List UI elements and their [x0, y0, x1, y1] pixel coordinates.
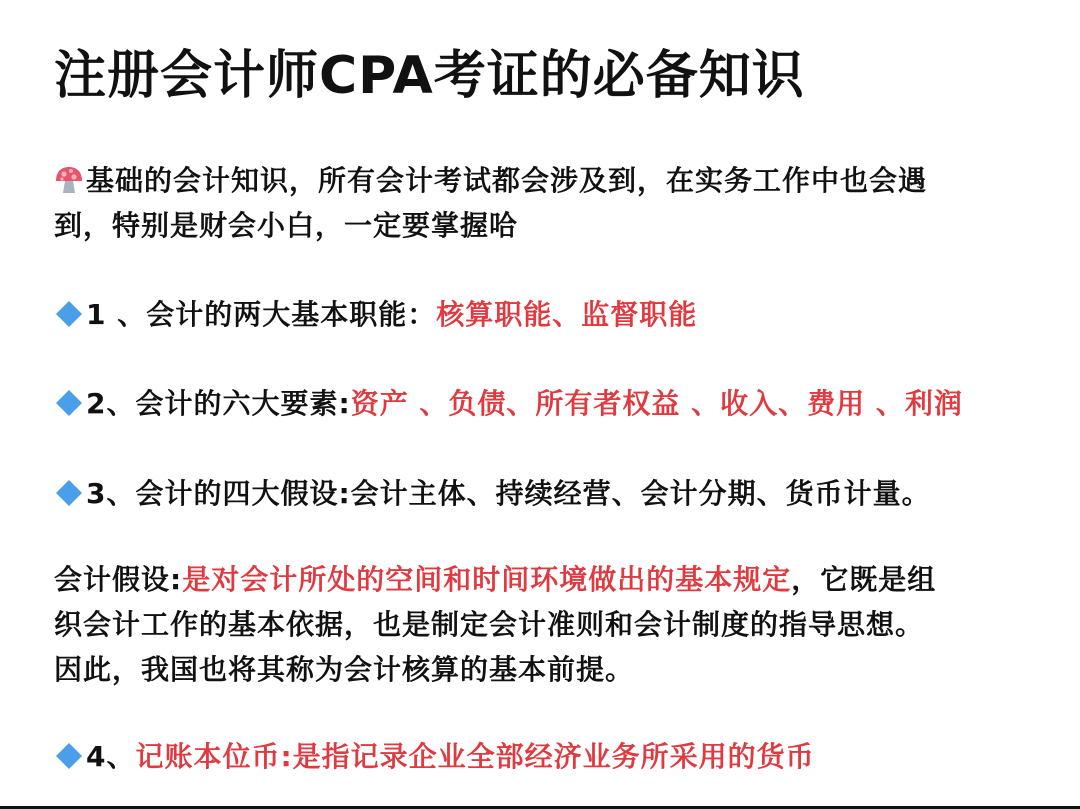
- intro-line-1: [54, 158, 927, 203]
- item-3: [54, 471, 931, 516]
- item-1-highlight: 核算职能、监督职能: [436, 298, 698, 331]
- item-1: [54, 292, 697, 337]
- assumption-line-1-rest: ，它既是组: [791, 563, 937, 596]
- intro-paragraph: [54, 158, 927, 248]
- diamond-icon: [54, 388, 84, 418]
- assumption-highlight: 是对会计所处的空间和时间环境做出的基本规定: [182, 563, 792, 596]
- diamond-icon: [54, 299, 84, 329]
- diamond-icon: [54, 478, 84, 508]
- item-4-label: 4、: [86, 740, 136, 773]
- mushroom-icon: [54, 166, 84, 194]
- item-2: [54, 381, 963, 426]
- item-4: [54, 734, 815, 779]
- item-2-label: 2、会计的六大要素:: [86, 387, 351, 420]
- item-3-label: 3、会计的四大假设:会计主体、持续经营、会计分期、货币计量。: [86, 477, 931, 510]
- assumption-paragraph: [54, 557, 936, 692]
- diamond-icon: [54, 741, 84, 771]
- assumption-label: 会计假设:: [54, 563, 183, 596]
- item-4-highlight: 记账本位币:是指记录企业全部经济业务所采用的货币: [135, 740, 815, 773]
- assumption-line-3: 因此，我国也将其称为会计核算的基本前提。: [54, 653, 635, 686]
- item-2-highlight: 资产 、负债、所有者权益 、收入、费用 、利润: [350, 387, 963, 420]
- item-1-label: 1 、会计的两大基本职能：: [86, 298, 437, 331]
- page-title: 注册会计师CPA考证的必备知识: [54, 46, 805, 106]
- intro-line-1-text: 基础的会计知识，所有会计考试都会涉及到，在实务工作中也会遇: [86, 164, 928, 197]
- intro-line-2: 到，特别是财会小白，一定要掌握哈: [54, 209, 519, 242]
- assumption-line-1: [54, 557, 936, 602]
- assumption-line-2: 织会计工作的基本依据，也是制定会计准则和会计制度的指导思想。: [54, 608, 925, 641]
